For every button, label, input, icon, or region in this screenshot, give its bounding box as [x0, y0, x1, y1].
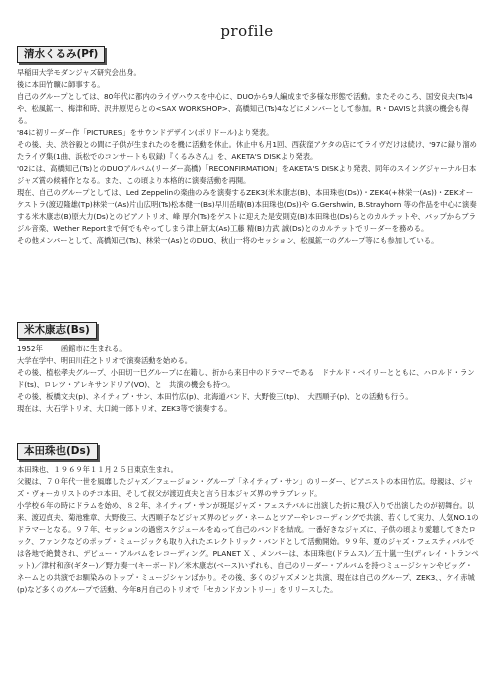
bio-paragraph: その他メンバーとして、高橋知己(Ts)、林栄一(As)とのDUO、秋山一将のセッション、松風鉱一のグループ等にも参加している。 — [17, 236, 439, 245]
artist-name-label: 本田珠也(Ds) — [17, 443, 98, 460]
bio-paragraph: 現在、自己のグループとしては、Led Zeppelinの楽曲のみを演奏するZEK3(米木康志(B)、本田珠也(Ds))・ZEK4(+林栄一(As))・ZEKオーケストラ(渡辺隆雄(Tp)林栄一(As)片山広明(Ts)松本健一(Bs)早川岳晴(B)本田珠也(Ds))や G.Gershwin, B.Strayhorn 等の作品を中心に演奏する米木康志(B)原大力(Ds)とのピアノトリオ、峰 厚介(Ts)をゲストに迎えた是安則克(B)本田珠也(Ds)らとのカルテットや、バップからブラジル音楽、Wether Reportまで何でもやってしまう津上研太(As)工藤 精(B)力武 誠(Ds)とのカルテットでリーダーを務める。 — [17, 188, 477, 233]
bio-paragraph: 小学校６年の時にドラムを始め、８２年、ネイティブ・サンが斑尾ジャズ・フェステバルに出演した折に飛び入りで出演したのが初舞台。以来、渡辺貞夫、菊池雅章、大野俊三、大西順子などジャズ界のビッグ・ネームとツアーやレコーディングで共演、若くして実力、人気NO.1のドラマーとなる。９７年、セッションの過密スケジュールをぬって自己のバンドを結成。一番好きなジャズに、子供の頃より愛聴してきたロック、ファンクなどのポップ・ミュージックも取り入れたエレクトリック・バンドとして活動開始。９９年、夏のジャズ・フェスティバルでは各地で絶賛され、デビュー・アルバムをレコーディング。PLANET Ｘ 、メンバーは、本田珠也(ドラムス)／五十嵐一生(ディレイ・トランペット)／津村和彦(ギター)／野力奏一(キーボード)／米木康志(ベース)いずれも、自己のリーダー・アルバムを持つミュージシャンやビッグ・ネームとの共演でお馴染みのトップ・ミュージシャンばかり。その後、多くのジャズメンと共演、現在は自己のグループ、ZEK3、、ケイ赤城(p)など多くのグループで活動、今年8月自己のトリオで「セカンドカントリー」をリリースした。 — [17, 501, 479, 594]
artist-name-label: 清水くるみ(Pf) — [17, 46, 105, 63]
bio-paragraph: 父親は、７０年代一世を風靡したジャズ／フュージョン・グループ「ネイティブ・サン」のリーダー、ピアニストの本田竹広。母親は、ジャズ・ヴォーカリストのチコ本田、そして叔父が渡辺貞夫と言う日本ジャズ界のサラブレッド。 — [17, 477, 474, 498]
profile-honda — [17, 439, 479, 596]
birth-year: 1952年 — [17, 344, 43, 353]
profile-yoneki — [17, 318, 479, 415]
bio-paragraph: 早稲田大学モダンジャズ研究会出身。 — [17, 68, 141, 77]
artist-name-label: 米木康志(Bs) — [17, 322, 97, 339]
bio-paragraph: '84に初リーダー作「PICTURES」をサウンドデザイン(ポリドール)より発表。 — [17, 128, 274, 137]
bio-paragraph: 大学在学中、明田川荘之トリオで演奏活動を始める。 — [17, 356, 193, 365]
bio-paragraph: 本田珠也、１９６９年１１月２５日東京生まれ。 — [17, 465, 178, 474]
bio-paragraph: '02には、高橋知己(Ts)とのDUOアルバム(リーダー高橋)「RECONFIRMATION」をAKETA'S DISKより発表、同年のスイングジャーナル日本ジャズ賞の候補作となる。また、この頃より本格的に演奏活動を再開。 — [17, 164, 477, 185]
bio-paragraph: 後に本田竹曠に師事する。 — [17, 80, 105, 89]
bio-paragraph: その後、板橋文夫(p)、ネイティブ・サン、本田竹広(p)、北海道バンド、大野俊三(tp)、 大西順子(p)、との活動も行う。 — [17, 392, 413, 401]
bio-paragraph: 現在は、大石学トリオ、大口純一郎トリオ、ZEK3等で演奏する。 — [17, 404, 232, 413]
bio-paragraph: その後、夫、渋谷毅との間に子供が生まれたのを機に活動を休止。休止中も月1回、西荻窪アケタの店にてライヴだけは続け、'97に録り溜めたライヴ集(1曲、浜松でのコンサートも収録)『くるみさん』を、AKETA'S DISKより発表。 — [17, 140, 477, 161]
page-title: profile — [220, 22, 274, 40]
profile-shimizu — [17, 42, 479, 247]
birth-place: 函館市に生まれる。 — [60, 344, 127, 353]
birth-line — [17, 343, 479, 355]
bio-paragraph: 自己のグループとしては、80年代に都内のライヴハウスを中心に、DUOから9人編成まで多様な形態で活動。またそのころ、国安良夫(Ts)4や、松風鉱一、梅津和時、沢井原児らとの<SAX WORKSHOP>、高橋知己(Ts)4などにメンバーとして参加。R・DAVISと共演の機会も得る。 — [17, 92, 473, 125]
bio-paragraph: その後、植松孝夫グループ、小田切一巳グループに在籍し、折から来日中のドラマーである ドナルド・ベイリーとともに、ハロルド・ランド(ts)、ロレツ・アレキサンドリア(VO)、と 共演の機会も持つ。 — [17, 368, 475, 389]
